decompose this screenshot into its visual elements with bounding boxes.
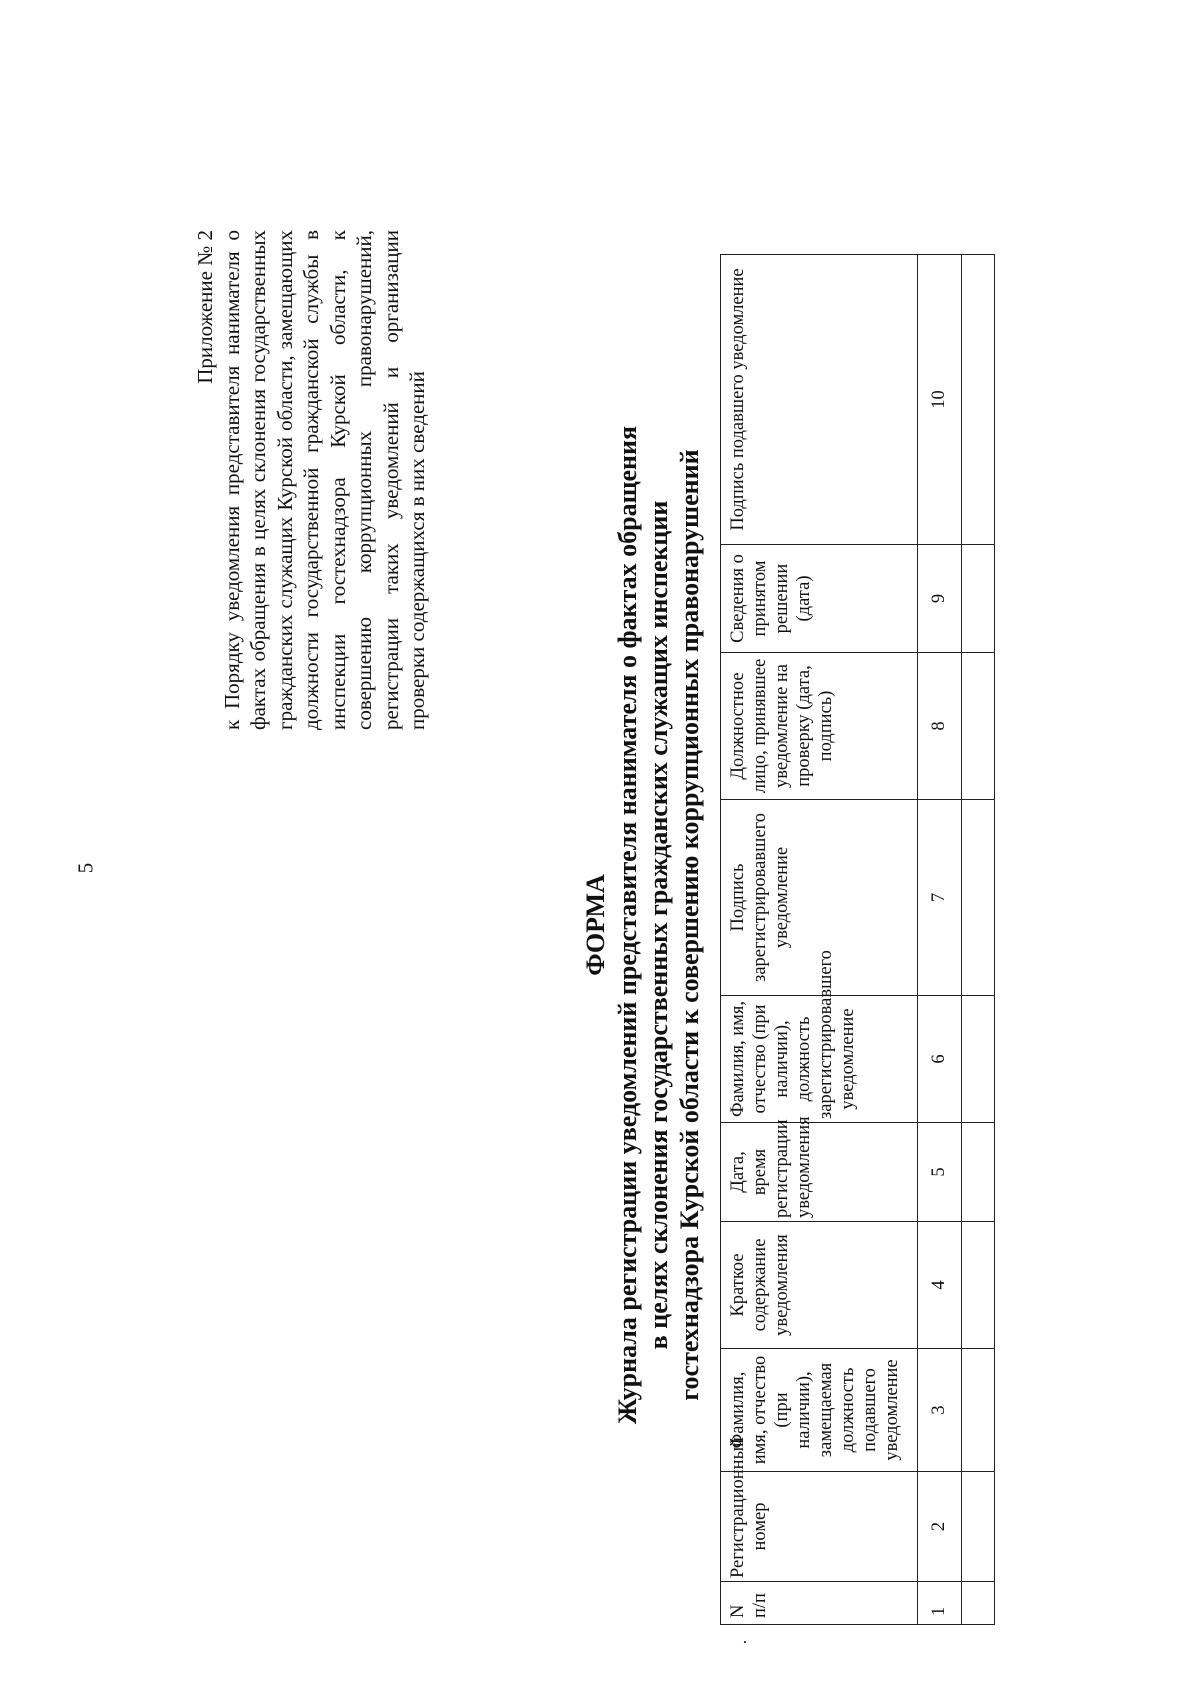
header-cell: Краткое содержание уведомления	[721, 1222, 918, 1349]
column-number: 7	[918, 800, 961, 996]
document-content	[95, 145, 995, 1705]
form-title: ФОРМА	[581, 874, 610, 976]
column-number: 3	[918, 1349, 961, 1472]
page-number: 5	[73, 862, 98, 874]
header-cell: Сведения о принятом решении (дата)	[721, 545, 918, 653]
column-number: 1	[918, 1582, 961, 1625]
empty-cell	[961, 1349, 994, 1472]
column-number-row	[918, 255, 961, 1625]
empty-entry-row	[961, 255, 994, 1625]
empty-cell	[961, 653, 994, 800]
appendix-text: к Порядку уведомления представителя нанимателя о фактах обращения в целях склонения государственных гражданских служащих Курской области, замещающих должности государственной гражданской службы в инспекции гостехнадзора Курской области, к совершению коррупционных правонарушений, регистрации таких уведомлений и организации проверки содержащихся в них сведений	[219, 230, 429, 730]
header-cell: Подпись зарегистрировавшего уведомление	[721, 800, 918, 996]
empty-cell	[961, 800, 994, 996]
header-cell: Должностное лицо, принявшее уведомление на проверку (дата, подпись)	[721, 653, 918, 800]
column-number: 9	[918, 545, 961, 653]
header-cell: Фамилия, имя, отчество (при наличии), замещаемая должность подавшего уведомление	[721, 1349, 918, 1472]
column-number: 2	[918, 1472, 961, 1582]
header-cell: Регистрационный номер	[721, 1472, 918, 1582]
registration-journal-table	[720, 254, 995, 1625]
empty-cell	[961, 1123, 994, 1222]
column-number: 10	[918, 255, 961, 545]
header-cell: Дата, время регистрации уведомления	[721, 1123, 918, 1222]
appendix-block	[192, 230, 431, 730]
table-header-row	[721, 255, 918, 1625]
empty-cell	[961, 996, 994, 1123]
margin-mark: ·	[735, 1639, 755, 1645]
appendix-number: Приложение № 2	[193, 230, 217, 384]
empty-cell	[961, 1582, 994, 1625]
column-number: 4	[918, 1222, 961, 1349]
empty-cell	[961, 255, 994, 545]
header-cell: Подпись подавшего уведомление	[721, 255, 918, 545]
form-heading	[580, 145, 705, 1705]
empty-cell	[961, 1472, 994, 1582]
column-number: 5	[918, 1123, 961, 1222]
form-subtitle: Журнала регистрации уведомлений представителя нанимателя о фактах обращения в целях склонения государственных гражданских служащих инспекции гостехнадзора Курской области к совершению коррупционных правонарушений	[613, 425, 704, 1425]
header-cell: N п/п	[721, 1582, 918, 1625]
empty-cell	[961, 545, 994, 653]
empty-cell	[961, 1222, 994, 1349]
header-cell: Фамилия, имя, отчество (при наличии), должность зарегистрировавшего уведомление	[721, 996, 918, 1123]
column-number: 8	[918, 653, 961, 800]
column-number: 6	[918, 996, 961, 1123]
